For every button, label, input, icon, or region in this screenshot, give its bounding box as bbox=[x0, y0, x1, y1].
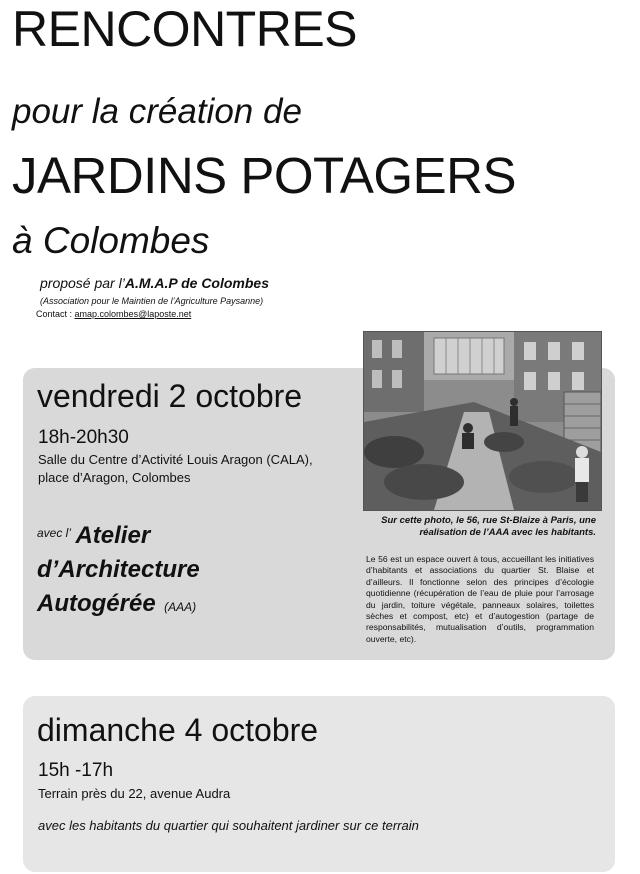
event1-guest bbox=[37, 519, 337, 621]
garden-photo bbox=[363, 331, 602, 511]
photo-caption: Sur cette photo, le 56, rue St-Blaize à Paris, une réalisation de l’AAA avec les habitants. bbox=[381, 515, 596, 538]
event1-date: vendredi 2 octobre bbox=[37, 378, 303, 414]
event1-guest-abbr: (AAA) bbox=[164, 600, 197, 614]
title-subtitle: pour la création de bbox=[12, 92, 302, 131]
event2-venue: Terrain près du 22, avenue Audra bbox=[38, 786, 231, 801]
event1-guest-name-2: d’Architecture bbox=[37, 556, 200, 583]
organizer-name: A.M.A.P de Colombes bbox=[124, 275, 269, 291]
contact-line bbox=[36, 309, 191, 319]
garden-photo-illustration bbox=[364, 332, 601, 510]
event1-guest-name-1: Atelier bbox=[75, 522, 151, 549]
event1-time: 18h-20h30 bbox=[38, 427, 129, 448]
event2-guest: avec les habitants du quartier qui souhaitent jardiner sur ce terrain bbox=[38, 818, 419, 833]
organizer-subtitle: (Association pour le Maintien de l’Agriculture Paysanne) bbox=[40, 296, 264, 306]
event2-date: dimanche 4 octobre bbox=[37, 712, 319, 748]
organizer-line bbox=[40, 275, 269, 291]
contact-email-link[interactable]: amap.colombes@laposte.net bbox=[74, 309, 192, 319]
event1-guest-prefix: avec l’ bbox=[37, 526, 72, 540]
photo-description: Le 56 est un espace ouvert à tous, accueillant les initiatives d’habitants et associations du quartier St. Blaise et d’ailleurs. Il fonctionne selon des principes d’écologie quotidienne (récupération de l’eau de pluie pour l’arrosage du jardin, toiture végétale, panneaux solaires, toilettes sèches et compost, etc) et d’autogestion (partage de responsabilités, mutualisation d’outils, programmation ouverte, etc). bbox=[366, 554, 594, 644]
contact-label: Contact : bbox=[36, 309, 75, 319]
title-jardins-potagers: JARDINS POTAGERS bbox=[12, 147, 516, 204]
event2-time: 15h -17h bbox=[38, 760, 114, 781]
event1-guest-name-3: Autogérée bbox=[37, 590, 156, 617]
organizer-prefix: proposé par l’ bbox=[40, 275, 125, 291]
title-rencontres: RENCONTRES bbox=[12, 1, 358, 57]
title-location: à Colombes bbox=[12, 220, 210, 261]
event1-venue-line1: Salle du Centre d’Activité Louis Aragon (CALA), bbox=[38, 452, 313, 467]
event1-venue-line2: place d’Aragon, Colombes bbox=[38, 470, 191, 485]
